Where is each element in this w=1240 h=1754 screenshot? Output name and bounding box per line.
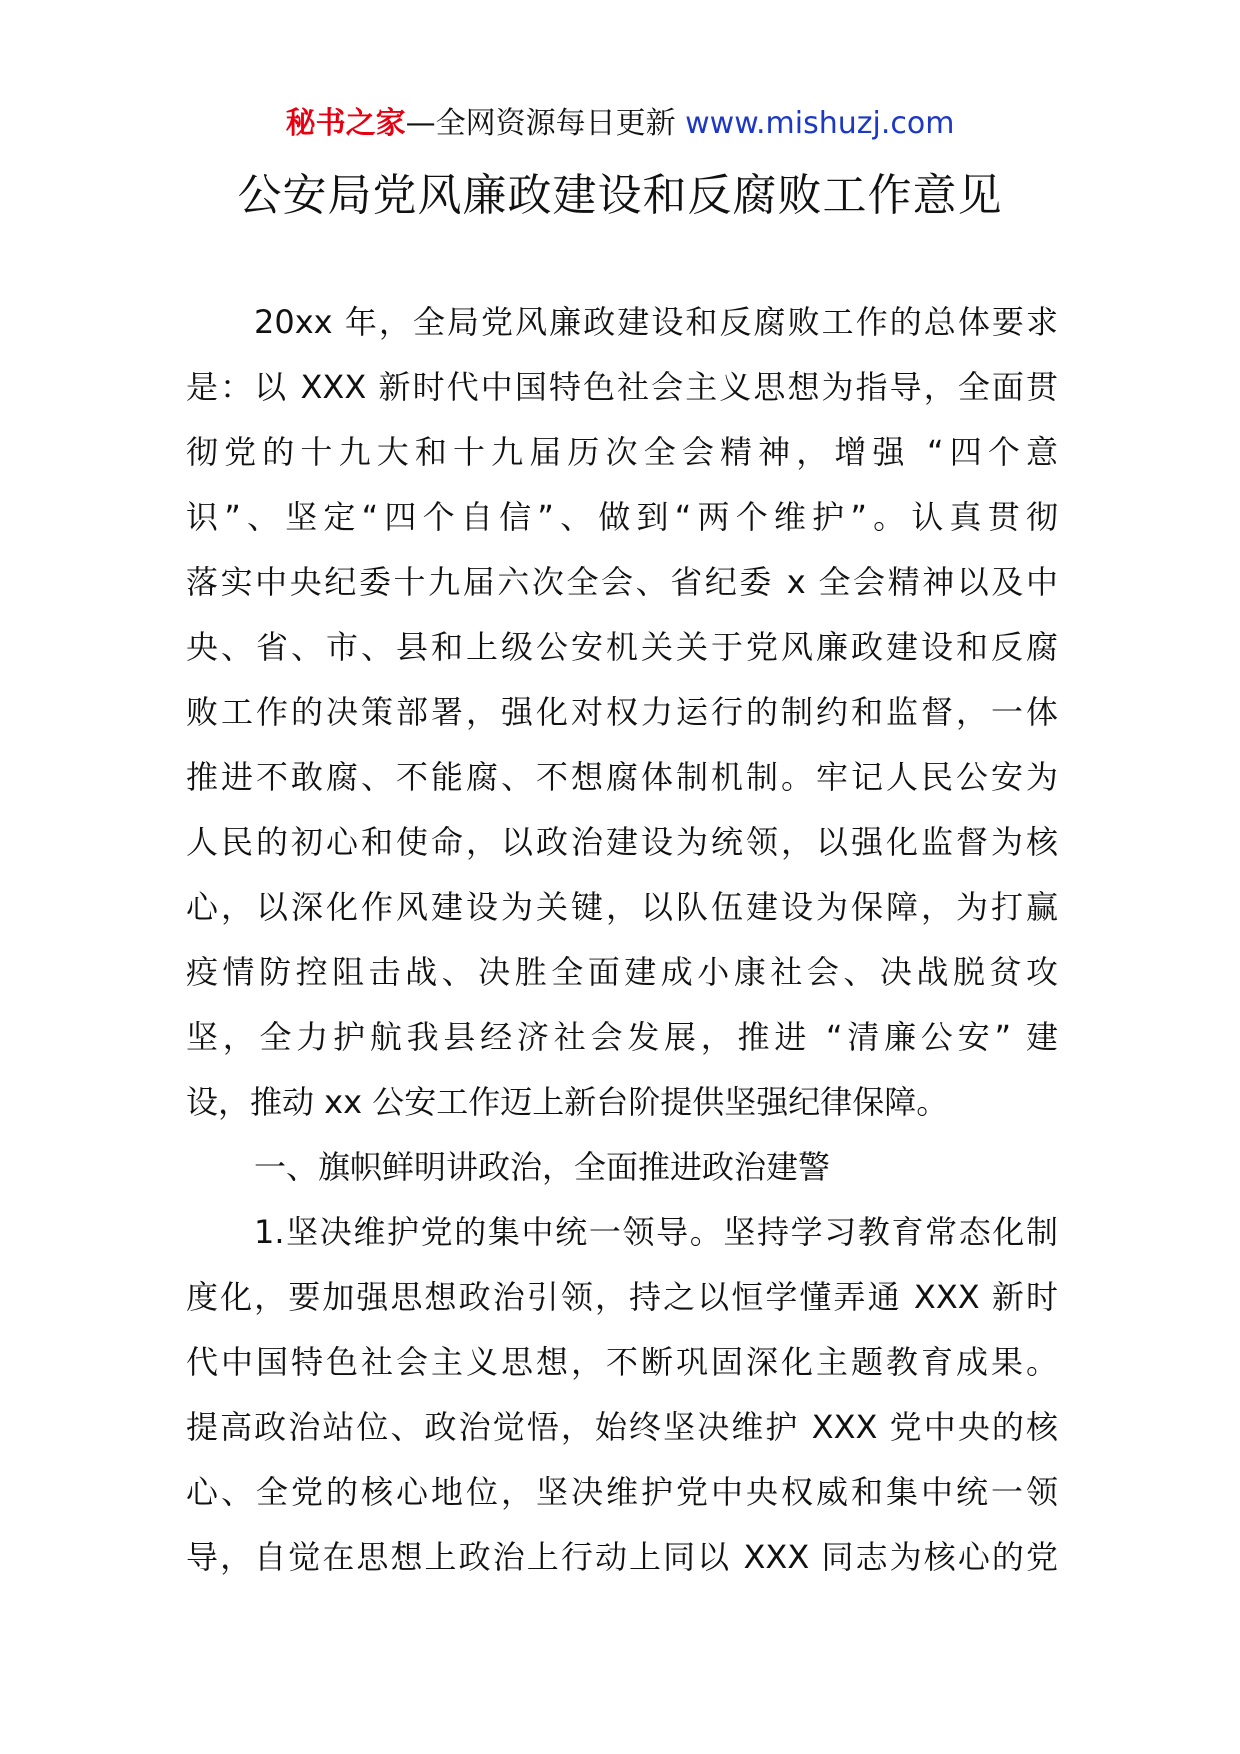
body-line: 提高政治站位、政治觉悟，始终坚决维护 XXX 党中央的核 xyxy=(186,1408,1058,1446)
body-line: 度化，要加强思想政治引领，持之以恒学懂弄通 XXX 新时 xyxy=(186,1278,1058,1316)
body-line: 彻党的十九大和十九届历次全会精神，增强 “四个意 xyxy=(186,433,1058,471)
body-line: 设，推动 xx 公安工作迈上新台阶提供坚强纪律保障。 xyxy=(186,1083,949,1121)
body-line: 是：以 XXX 新时代中国特色社会主义思想为指导，全面贯 xyxy=(186,368,1058,406)
body-line: 人民的初心和使命，以政治建设为统领，以强化监督为核 xyxy=(186,823,1058,861)
body-line: 败工作的决策部署，强化对权力运行的制约和监督，一体 xyxy=(186,693,1058,731)
document-title: 公安局党风廉政建设和反腐败工作意见 xyxy=(237,170,1003,221)
body-line: 央、省、市、县和上级公安机关关于党风廉政建设和反腐 xyxy=(186,628,1058,666)
body-line: 疫情防控阻击战、决胜全面建成小康社会、决战脱贫攻 xyxy=(186,953,1058,991)
body-line: 落实中央纪委十九届六次全会、省纪委 x 全会精神以及中 xyxy=(186,563,1058,601)
body-line: 心，以深化作风建设为关键，以队伍建设为保障，为打赢 xyxy=(186,888,1058,926)
body-line: 推进不敢腐、不能腐、不想腐体制机制。牢记人民公安为 xyxy=(186,758,1058,796)
body-line: 心、全党的核心地位，坚决维护党中央权威和集中统一领 xyxy=(186,1473,1058,1511)
subsection-line: 1.坚决维护党的集中统一领导。坚持学习教育常态化制 xyxy=(254,1213,1058,1251)
brand-name: 秘书之家 xyxy=(285,106,406,141)
body-line: 代中国特色社会主义思想，不断巩固深化主题教育成果。 xyxy=(186,1343,1058,1381)
body-line: 20xx 年，全局党风廉政建设和反腐败工作的总体要求 xyxy=(254,303,1058,341)
body-line: 坚，全力护航我县经济社会发展，推进 “清廉公安” 建 xyxy=(186,1018,1058,1056)
brand-url-link[interactable]: www.mishuzj.com xyxy=(685,106,955,141)
section-heading: 一、旗帜鲜明讲政治，全面推进政治建警 xyxy=(254,1148,831,1186)
brand-tagline: —全网资源每日更新 xyxy=(405,106,686,141)
site-header xyxy=(0,104,1240,144)
document-body xyxy=(186,290,1058,1590)
body-line: 识”、坚定“四个自信”、做到“两个维护”。认真贯彻 xyxy=(186,498,1058,536)
body-line: 导，自觉在思想上政治上行动上同以 XXX 同志为核心的党 xyxy=(186,1538,1058,1576)
